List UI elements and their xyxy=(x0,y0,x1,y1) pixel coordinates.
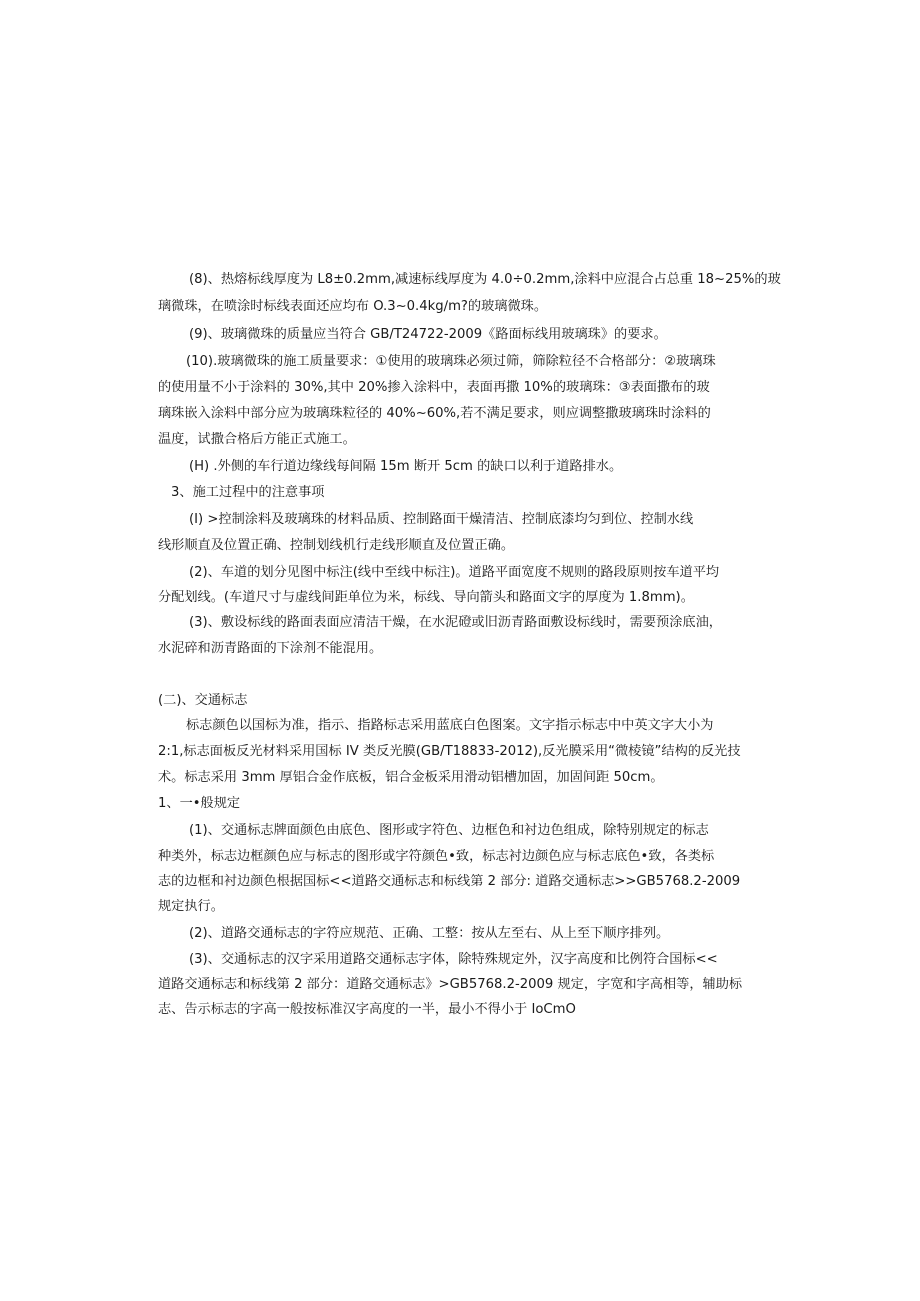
text-line: (2)、车道的划分见图中标注(线中至线中标注)。道路平面宽度不规则的路段原则按车道平均 xyxy=(189,565,720,580)
text-line: 温度，试撒合格后方能正式施工。 xyxy=(158,432,356,447)
text-line: 规定执行。 xyxy=(158,899,224,914)
text-line: 线形顺直及位置正确、控制划线机行走线形顺直及位置正确。 xyxy=(158,538,515,553)
text-line: 分配划线。(车道尺寸与虚线间距单位为米，标线、导向箭头和路面文字的厚度为 1.8mm)。 xyxy=(158,590,694,605)
text-line: 璃珠嵌入涂料中部分应为玻璃珠粒径的 40%~60%,若不满足要求，则应调整撒玻璃珠时涂料的 xyxy=(158,406,711,421)
text-line: 水泥碎和沥青路面的下涂剂不能混用。 xyxy=(158,641,383,656)
text-line: 志的边框和衬边颜色根据国标<<道路交通标志和标线第 2 部分: 道路交通标志>>GB5768.2-2009 xyxy=(158,874,741,889)
text-line: 术。标志采用 3mm 厚铝合金作底板，铝合金板采用滑动铝槽加固，加固间距 50cm。 xyxy=(158,770,664,785)
text-line: 标志颜色以国标为准，指示、指路标志采用蓝底白色图案。文字指示标志中中英文字大小为 xyxy=(186,718,714,733)
text-line: (H) .外侧的车行道边缘线每间隔 15m 断开 5cm 的缺口以利于道路排水。 xyxy=(189,459,623,474)
text-line: (10).玻璃微珠的施工质量要求：①使用的玻璃珠必须过筛，筛除粒径不合格部分：②玻璃珠 xyxy=(186,354,716,369)
text-line: (I) >控制涂料及玻璃珠的材料品质、控制路面干燥清洁、控制底漆均匀到位、控制水线 xyxy=(189,512,694,527)
text-line: (3)、敷设标线的路面表面应清洁干燥，在水泥磴或旧沥青路面敷设标线时，需要预涂底油， xyxy=(189,615,722,630)
text-line: (3)、交通标志的汉字采用道路交通标志字体，除特殊规定外，汉字高度和比例符合国标<< xyxy=(189,952,718,967)
text-line: 志、告示标志的字高一般按标准汉字高度的一半，最小不得小于 IoCmO xyxy=(158,1002,576,1017)
section-heading: (二)、交通标志 xyxy=(158,693,248,708)
text-line: 种类外，标志边框颜色应与标志的图形或字符颜色•致，标志衬边颜色应与标志底色•致，各类标 xyxy=(158,849,715,864)
text-line: 2:1,标志面板反光材料采用国标 IV 类反光膜(GB/T18833-2012),反光膜采用“微棱镜”结构的反光技 xyxy=(158,744,741,759)
text-line: (8)、热熔标线厚度为 L8±0.2mm,减速标线厚度为 4.0÷0.2mm,涂料中应混合占总重 18~25%的玻 xyxy=(189,272,781,287)
text-line: (1)、交通标志牌面颜色由底色、图形或字符色、边框色和衬边色组成，除特别规定的标志 xyxy=(189,823,709,838)
section-heading: 1、一•般规定 xyxy=(158,796,241,811)
section-heading: 3、施工过程中的注意事项 xyxy=(171,485,325,500)
text-line: 的使用量不小于涂料的 30%,其中 20%掺入涂料中，表面再撒 10%的玻璃珠：③表面撒布的玻 xyxy=(158,380,710,395)
text-line: (9)、玻璃微珠的质量应当符合 GB/T24722-2009《路面标线用玻璃珠》的要求。 xyxy=(189,327,667,342)
text-line: (2)、道路交通标志的字符应规范、正确、工整：按从左至右、从上至下顺序排列。 xyxy=(189,926,670,941)
text-line: 璃微珠，在喷涂时标线表面还应均布 O.3~0.4kg∕m?的玻璃微珠。 xyxy=(158,299,548,314)
text-line: 道路交通标志和标线第 2 部分：道路交通标志》>GB5768.2-2009 规定，字宽和字高相等，辅助标 xyxy=(158,977,743,992)
